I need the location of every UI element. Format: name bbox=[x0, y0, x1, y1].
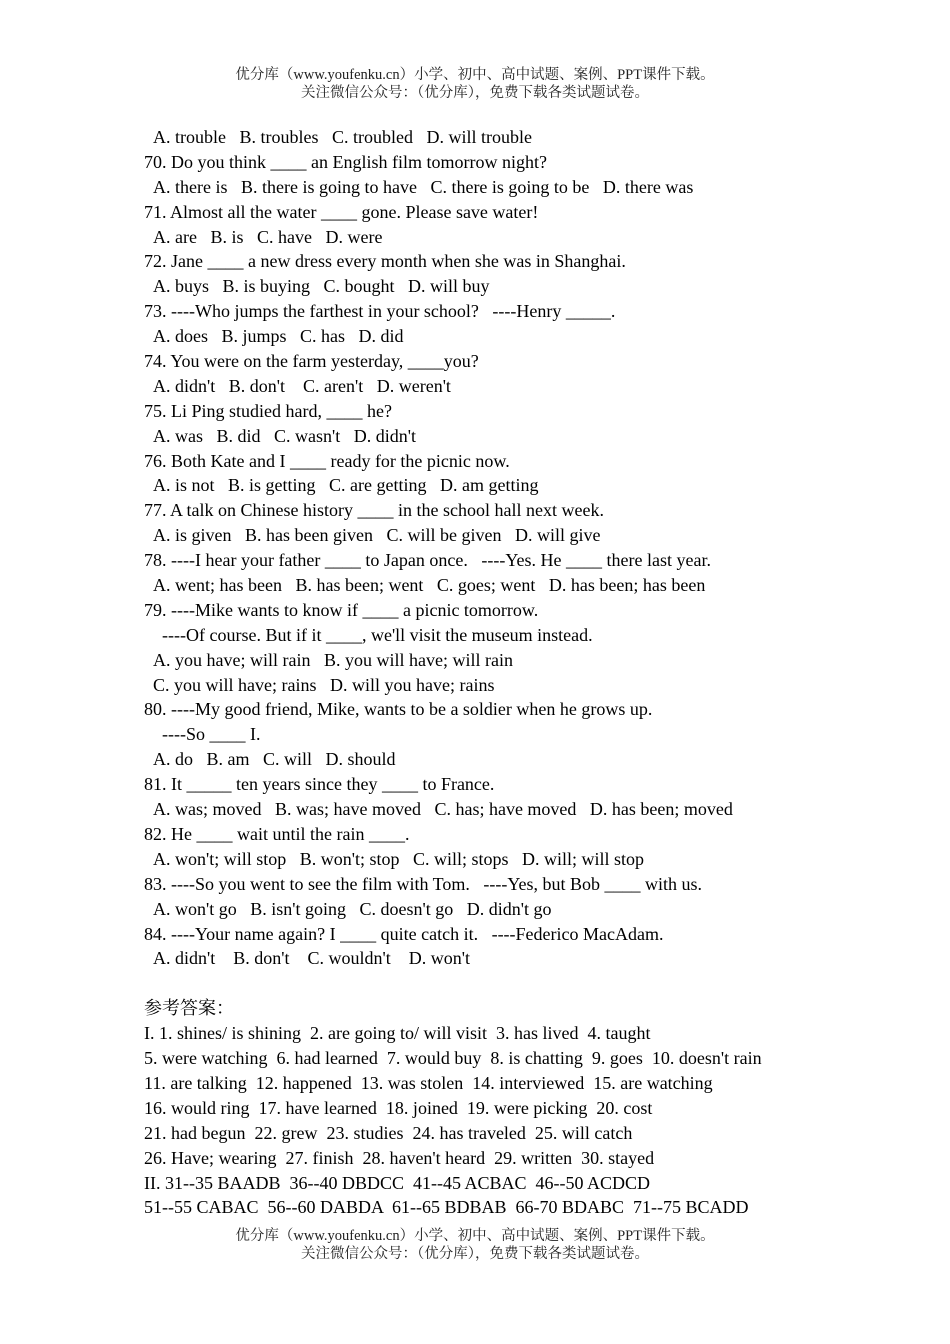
question-options: C. you will have; rains D. will you have; rains bbox=[153, 674, 495, 695]
question-options: A. is given B. has been given C. will be given D. will give bbox=[153, 525, 601, 546]
answer-line: 21. had begun 22. grew 23. studies 24. has traveled 25. will catch bbox=[144, 1122, 633, 1143]
question-options: A. was B. did C. wasn't D. didn't bbox=[153, 425, 416, 446]
question-stem: 70. Do you think ____ an English film tomorrow night? bbox=[144, 151, 547, 172]
footer-line-2: 关注微信公众号：（优分库），免费下载各类试题试卷。 bbox=[301, 1246, 649, 1262]
page-footer bbox=[0, 1227, 950, 1263]
question-options: A. won't; will stop B. won't; stop C. will; stops D. will; will stop bbox=[153, 848, 645, 869]
question-options: A. went; has been B. has been; went C. goes; went D. has been; has been bbox=[153, 575, 706, 596]
question-stem: 73. ----Who jumps the farthest in your school? ----Henry _____. bbox=[144, 301, 616, 322]
question-options: A. didn't B. don't C. wouldn't D. won't bbox=[153, 948, 470, 969]
question-options: A. do B. am C. will D. should bbox=[153, 749, 396, 770]
question-stem: 71. Almost all the water ____ gone. Please save water! bbox=[144, 201, 539, 222]
question-stem: 81. It _____ ten years since they ____ to France. bbox=[144, 774, 495, 795]
question-options: A. are B. is C. have D. were bbox=[153, 226, 383, 247]
answer-line: II. 31--35 BAADB 36--40 DBDCC 41--45 ACBAC 46--50 ACDCD bbox=[144, 1172, 651, 1193]
answer-line: 5. were watching 6. had learned 7. would buy 8. is chatting 9. goes 10. doesn't rain bbox=[144, 1048, 762, 1069]
question-stem: 76. Both Kate and I ____ ready for the picnic now. bbox=[144, 450, 510, 471]
question-options: A. is not B. is getting C. are getting D. am getting bbox=[153, 475, 539, 496]
header-line-1: 优分库（www.youfenku.cn）小学、初中、高中试题、案例、PPT课件下载。 bbox=[235, 67, 715, 83]
answer-line: 16. would ring 17. have learned 18. joined 19. were picking 20. cost bbox=[144, 1097, 653, 1118]
question-stem: 72. Jane ____ a new dress every month when she was in Shanghai. bbox=[144, 251, 626, 272]
question-options: ----So ____ I. bbox=[153, 724, 261, 745]
question-stem: 75. Li Ping studied hard, ____ he? bbox=[144, 400, 392, 421]
question-options: A. was; moved B. was; have moved C. has; have moved D. has been; moved bbox=[153, 799, 733, 820]
header-line-2: 关注微信公众号：（优分库），免费下载各类试题试卷。 bbox=[301, 85, 649, 101]
question-stem: 82. He ____ wait until the rain ____. bbox=[144, 823, 410, 844]
answer-line: 26. Have; wearing 27. finish 28. haven't heard 29. written 30. stayed bbox=[144, 1147, 655, 1168]
answer-line: I. 1. shines/ is shining 2. are going to/ will visit 3. has lived 4. taught bbox=[144, 1023, 651, 1044]
question-stem: 84. ----Your name again? I ____ quite catch it. ----Federico MacAdam. bbox=[144, 923, 664, 944]
question-options: A. trouble B. troubles C. troubled D. will trouble bbox=[153, 127, 532, 147]
question-stem: 74. You were on the farm yesterday, ____you? bbox=[144, 351, 479, 372]
section-gap bbox=[144, 971, 834, 996]
question-stem: 77. A talk on Chinese history ____ in the school hall next week. bbox=[144, 500, 604, 521]
answer-line: 11. are talking 12. happened 13. was stolen 14. interviewed 15. are watching bbox=[144, 1072, 713, 1093]
question-list bbox=[144, 125, 834, 971]
question-options: A. buys B. is buying C. bought D. will buy bbox=[153, 276, 490, 297]
question-stem: 78. ----I hear your father ____ to Japan once. ----Yes. He ____ there last year. bbox=[144, 550, 711, 571]
question-options: ----Of course. But if it ____, we'll visit the museum instead. bbox=[153, 624, 593, 645]
footer-line-1: 优分库（www.youfenku.cn）小学、初中、高中试题、案例、PPT课件下载。 bbox=[235, 1228, 715, 1244]
question-options: A. won't go B. isn't going C. doesn't go D. didn't go bbox=[153, 898, 552, 919]
answer-line: 51--55 CABAC 56--60 DABDA 61--65 BDBAB 66-70 BDABC 71--75 BCADD bbox=[144, 1197, 749, 1218]
question-stem: 79. ----Mike wants to know if ____ a picnic tomorrow. bbox=[144, 599, 539, 620]
question-options: A. there is B. there is going to have C. there is going to be D. there was bbox=[153, 176, 694, 197]
document-body bbox=[144, 125, 834, 1220]
answer-list bbox=[144, 1021, 834, 1220]
question-stem: 83. ----So you went to see the film with Tom. ----Yes, but Bob ____ with us. bbox=[144, 873, 703, 894]
question-options: A. didn't B. don't C. aren't D. weren't bbox=[153, 375, 451, 396]
question-options: A. you have; will rain B. you will have; will rain bbox=[153, 649, 513, 670]
answers-title: 参考答案： bbox=[144, 998, 234, 1019]
question-stem: 80. ----My good friend, Mike, wants to be a soldier when he grows up. bbox=[144, 699, 653, 720]
page-header bbox=[0, 66, 950, 102]
question-options: A. does B. jumps C. has D. did bbox=[153, 326, 404, 347]
